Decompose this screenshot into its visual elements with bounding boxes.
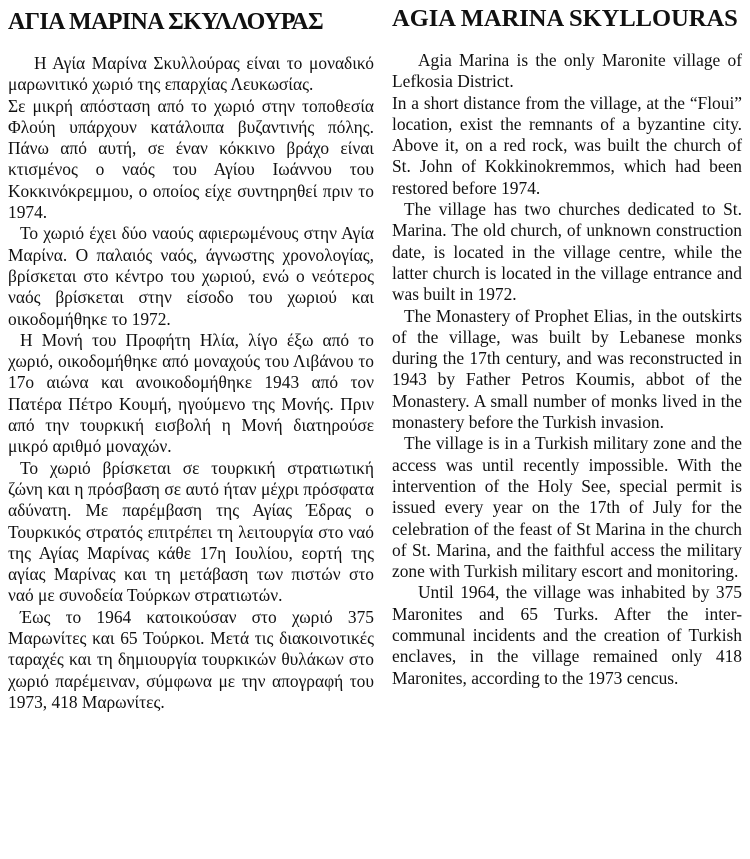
english-paragraph-5: The village is in a Turkish military zone and the access was until recently impossible. With the intervention of the Holy See, special permit is issued every year on the 17th of July for the celebration of the feast of St Marina in the church of St. Marina, and the faithful access the military zone with Turkish military escort and monitoring. (392, 433, 742, 582)
greek-column (8, 0, 374, 713)
english-paragraph-4: The Monastery of Prophet Elias, in the outskirts of the village, was built by Lebanese monks during the 17th century, and was reconstructed in 1943 by Father Petros Koumis, abbot of the Monastery. A small number of monks lived in the monastery before the Turkish invasion. (392, 305, 742, 433)
greek-paragraph-5: Το χωριό βρίσκεται σε τουρκική στρατιωτική ζώνη και η πρόσβαση σε αυτό ήταν μέχρι πρόσφατα αδύνατη. Με παρέμβαση της Αγίας Έδρας ο Τουρκικός στρατός επιτρέπει τη λειτουργία στο ναό της Αγίας Μαρίνας κάθε 17η Ιουλίου, εορτή της αγίας Μαρίνας και τη μετάβαση των πιστών στο ναό με συνοδεία Τούρκων στρατιωτών. (8, 457, 374, 606)
english-paragraph-3: The village has two churches dedicated to St. Marina. The old church, of unknown construction date, is located in the village centre, while the latter church is located in the village entrance and was built in 1972. (392, 199, 742, 305)
english-column (392, 0, 742, 689)
english-paragraph-6: Until 1964, the village was inhabited by 375 Maronites and 65 Turks. After the inter-communal incidents and the creation of Turkish enclaves, in the village remained only 418 Maronites, according to the 1973 cencus. (392, 582, 742, 688)
greek-paragraph-6: Έως το 1964 κατοικούσαν στο χωριό 375 Μαρωνίτες και 65 Τούρκοι. Μετά τις διακοινοτικές ταραχές και τη δημιουργία τουρκικών θυλάκων στο χωριό παρέμειναν, σύμφωνα με την απογραφή του 1973, 418 Μαρωνίτες. (8, 606, 374, 712)
greek-title: ΑΓΙΑ ΜΑΡΙΝΑ ΣΚΥΛΛΟΥΡΑΣ (8, 9, 324, 35)
english-paragraph-2: In a short distance from the village, at the “Floui” location, exist the remnants of a byzantine city. Above it, on a red rock, was built the church of St. John of Kokkinokremmos, which had been restored before 1974. (392, 92, 742, 198)
greek-paragraph-1: Η Αγία Μαρίνα Σκυλλούρας είναι το μοναδικό μαρωνιτικό χωριό της επαρχίας Λευκωσίας. (8, 53, 374, 95)
english-paragraph-1: Agia Marina is the only Maronite village of Lefkosia District. (392, 50, 742, 92)
greek-body (8, 53, 374, 713)
greek-paragraph-2: Σε μικρή απόσταση από το χωριό στην τοποθεσία Φλούη υπάρχουν κατάλοιπα βυζαντινής πόλης. Πάνω από αυτή, σε έναν κόκκινο βράχο είναι κτισμένος ο ναός του Αγίου Ιωάννου του Κοκκινόκρεμμου, ο οποίος είχε συντηρηθεί πριν το 1974. (8, 95, 374, 223)
greek-paragraph-4: Η Μονή του Προφήτη Ηλία, λίγο έξω από το χωριό, οικοδομήθηκε από μοναχούς του Λιβάνου το 17ο αιώνα και ανοικοδομήθηκε 1943 από τον Πατέρα Πέτρο Κουμή, ηγούμενο της Μονής. Πριν από την τουρκική εισβολή η Μονή διατηρούσε μικρό αριθμό μοναχών. (8, 329, 374, 457)
english-title: AGIA MARINA SKYLLOURAS (392, 5, 738, 32)
english-body (392, 50, 742, 689)
greek-paragraph-3: Το χωριό έχει δύο ναούς αφιερωμένους στην Αγία Μαρίνα. Ο παλαιός ναός, άγνωστης χρονολογίας, βρίσκεται στο κέντρο του χωριού, ενώ ο νεότερος ναός βρίσκεται στην είσοδο του χωριού και οικοδομήθηκε το 1972. (8, 223, 374, 329)
